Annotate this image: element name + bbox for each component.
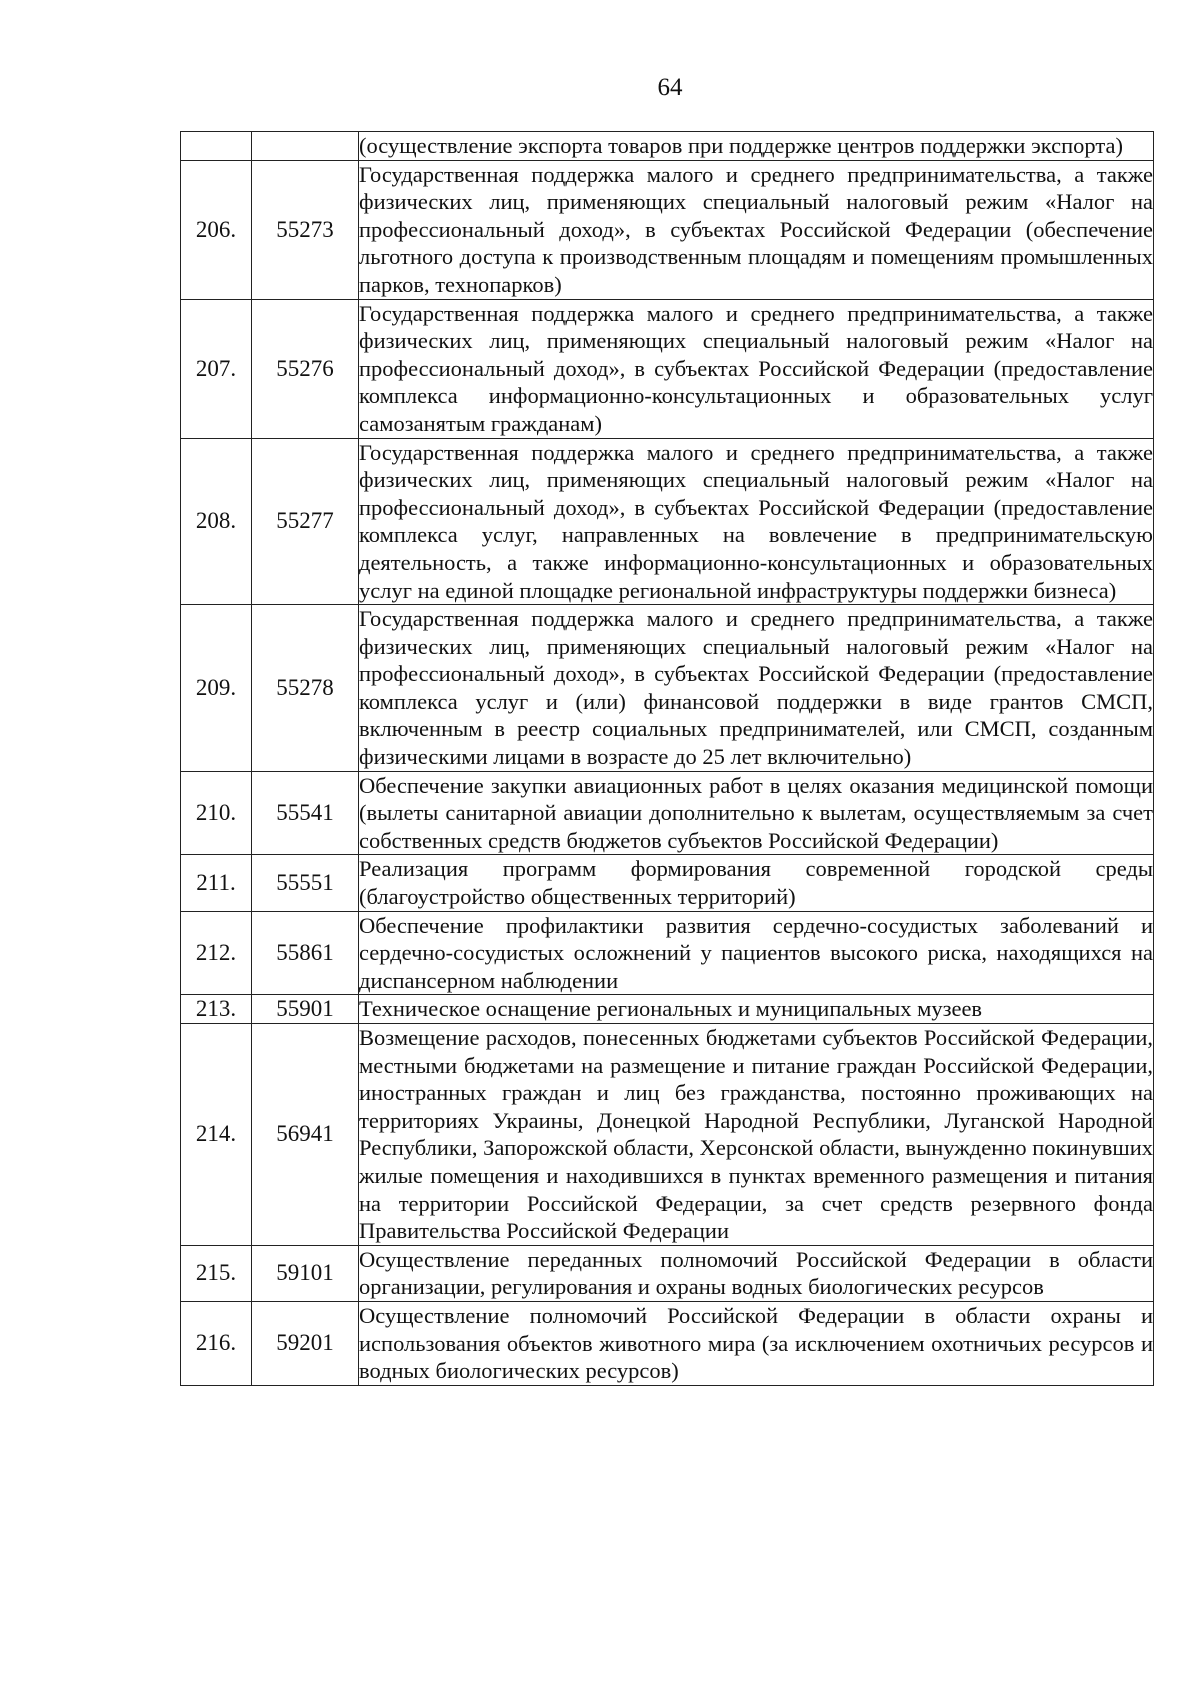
row-number-cell: 213.: [181, 995, 252, 1024]
table-row: [181, 771, 1154, 855]
table-row: [181, 995, 1154, 1024]
row-number-cell: 215.: [181, 1245, 252, 1301]
table-body: [181, 132, 1154, 1386]
row-number-cell: 212.: [181, 911, 252, 995]
table-row: [181, 438, 1154, 605]
row-number-cell: 216.: [181, 1301, 252, 1385]
description-cell: Государственная поддержка малого и среднего предпринимательства, а также физических лиц, применяющих специальный налоговый режим «Налог на профессиональный доход», в субъектах Российской Федерации (предоставление комплекса информационно-консультационных и образовательных услуг самозанятым гражданам): [359, 299, 1154, 438]
code-cell: 56941: [252, 1024, 359, 1246]
description-cell: Осуществление переданных полномочий Российской Федерации в области организации, регулирования и охраны водных биологических ресурсов: [359, 1245, 1154, 1301]
description-cell: Обеспечение закупки авиационных работ в целях оказания медицинской помощи (вылеты санитарной авиации дополнительно к вылетам, осуществляемым за счет собственных средств бюджетов субъектов Российской Федерации): [359, 771, 1154, 855]
description-cell: Государственная поддержка малого и среднего предпринимательства, а также физических лиц, применяющих специальный налоговый режим «Налог на профессиональный доход», в субъектах Российской Федерации (обеспечение льготного доступа к производственным площадям и помещениям промышленных парков, технопарков): [359, 160, 1154, 299]
table-row: [181, 1301, 1154, 1385]
description-cell: Государственная поддержка малого и среднего предпринимательства, а также физических лиц, применяющих специальный налоговый режим «Налог на профессиональный доход», в субъектах Российской Федерации (предоставление комплекса услуг, направленных на вовлечение в предпринимательскую деятельность, а также информационно-консультационных и образовательных услуг на единой площадке региональной инфраструктуры поддержки бизнеса): [359, 438, 1154, 605]
table-row: [181, 605, 1154, 772]
description-cell: Возмещение расходов, понесенных бюджетами субъектов Российской Федерации, местными бюджетами на размещение и питание граждан Российской Федерации, иностранных граждан и лиц без гражданства, постоянно проживающих на территориях Украины, Донецкой Народной Республики, Луганской Народной Республики, Запорожской области, Херсонской области, вынужденно покинувших жилые помещения и находившихся в пунктах временного размещения и питания на территории Российской Федерации, за счет средств резервного фонда Правительства Российской Федерации: [359, 1024, 1154, 1246]
code-cell: 55277: [252, 438, 359, 605]
code-cell: 55278: [252, 605, 359, 772]
description-cell: Реализация программ формирования современной городской среды (благоустройство общественных территорий): [359, 855, 1154, 911]
code-cell: 59201: [252, 1301, 359, 1385]
row-number-cell: 206.: [181, 160, 252, 299]
row-number-cell: 210.: [181, 771, 252, 855]
budget-code-table: [180, 131, 1154, 1386]
description-cell: Государственная поддержка малого и среднего предпринимательства, а также физических лиц, применяющих специальный налоговый режим «Налог на профессиональный доход», в субъектах Российской Федерации (предоставление комплекса услуг и (или) финансовой поддержки в виде грантов СМСП, включенным в реестр социальных предпринимателей, или СМСП, созданным физическими лицами в возрасте до 25 лет включительно): [359, 605, 1154, 772]
description-cell: Осуществление полномочий Российской Федерации в области охраны и использования объектов животного мира (за исключением охотничьих ресурсов и водных биологических ресурсов): [359, 1301, 1154, 1385]
table-row: [181, 299, 1154, 438]
code-cell: 55551: [252, 855, 359, 911]
code-cell: 55861: [252, 911, 359, 995]
row-number-cell: 207.: [181, 299, 252, 438]
table-row: [181, 1245, 1154, 1301]
code-cell: 55273: [252, 160, 359, 299]
code-cell: 59101: [252, 1245, 359, 1301]
table-row: [181, 132, 1154, 161]
table-row: [181, 160, 1154, 299]
row-number-cell: 214.: [181, 1024, 252, 1246]
description-cell: Техническое оснащение региональных и муниципальных музеев: [359, 995, 1154, 1024]
page-number: 64: [657, 74, 683, 101]
row-number-cell: [181, 132, 252, 161]
code-cell: 55901: [252, 995, 359, 1024]
row-number-cell: 211.: [181, 855, 252, 911]
code-cell: 55541: [252, 771, 359, 855]
table-row: [181, 855, 1154, 911]
row-number-cell: 208.: [181, 438, 252, 605]
code-cell: [252, 132, 359, 161]
description-cell: Обеспечение профилактики развития сердечно-сосудистых заболеваний и сердечно-сосудистых осложнений у пациентов высокого риска, находящихся на диспансерном наблюдении: [359, 911, 1154, 995]
description-cell: (осуществление экспорта товаров при поддержке центров поддержки экспорта): [359, 132, 1154, 161]
row-number-cell: 209.: [181, 605, 252, 772]
table-row: [181, 911, 1154, 995]
table-row: [181, 1024, 1154, 1246]
code-cell: 55276: [252, 299, 359, 438]
